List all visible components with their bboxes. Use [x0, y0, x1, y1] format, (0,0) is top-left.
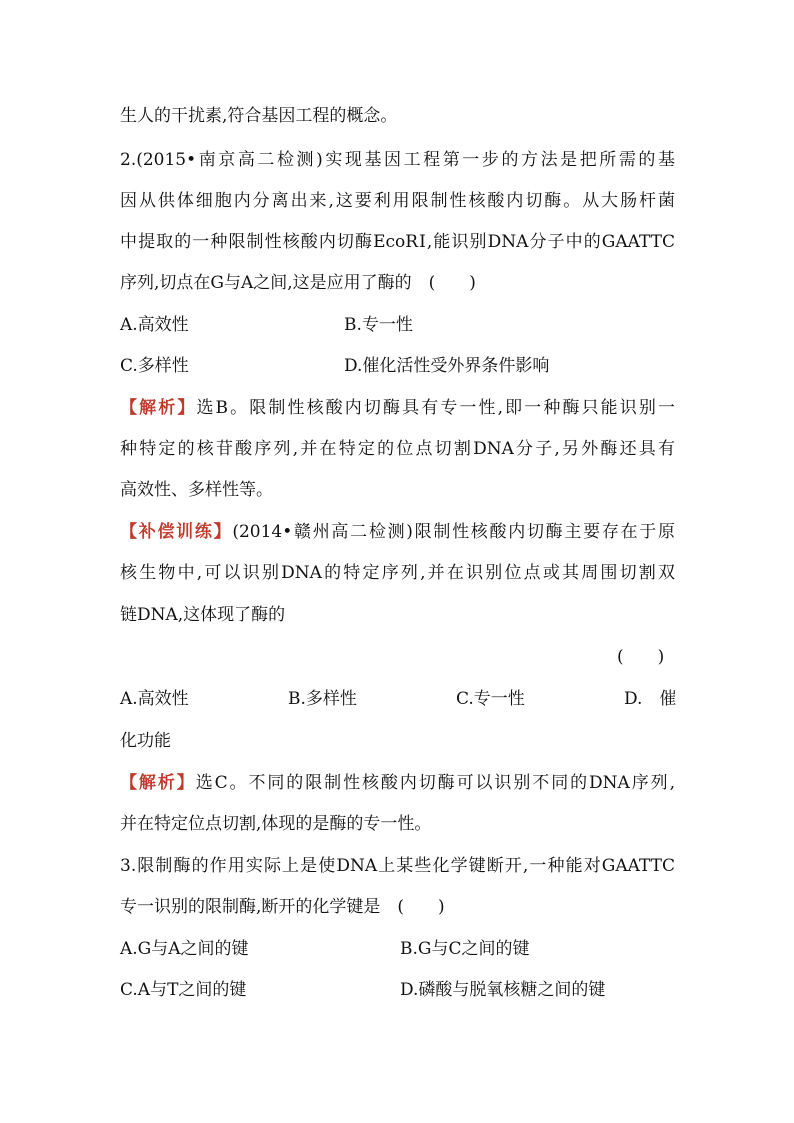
q2-option-a: A.高效性 — [120, 315, 189, 335]
supplement-line-2: 核生物中,可以识别DNA的特定序列,并在识别位点或其周围切割双 — [120, 563, 675, 583]
supplement-option-c: C.专一性 — [456, 689, 525, 709]
q3-option-a: A.G与A之间的键 — [120, 939, 249, 959]
analysis-tag: 【解析】 — [120, 398, 197, 418]
supplement-tag: 【补偿训练】 — [120, 522, 233, 542]
q2-analysis-line-2: 种特定的核苷酸序列,并在特定的位点切割DNA分子,另外酶还具有 — [120, 439, 675, 459]
q2-line-1: 2.(2015•南京高二检测)实现基因工程第一步的方法是把所需的基 — [120, 150, 675, 170]
q2-line-2: 因从供体细胞内分离出来,这要利用限制性核酸内切酶。从大肠杆菌 — [120, 191, 675, 211]
q3-line-2: 专一识别的限制酶,断开的化学键是 ( ) — [120, 897, 445, 917]
supplement-line-3: 链DNA,这体现了酶的 — [120, 605, 286, 625]
q2-option-c: C.多样性 — [120, 356, 189, 376]
analysis-tag: 【解析】 — [120, 773, 196, 793]
q3-option-b: B.G与C之间的键 — [400, 939, 530, 959]
supplement-option-b: B.多样性 — [288, 689, 357, 709]
q3-option-d: D.磷酸与脱氧核糖之间的键 — [400, 980, 606, 1000]
supplement-analysis-line-1 — [120, 771, 675, 795]
supplement-text-1: (2014•赣州高二检测)限制性核酸内切酶主要存在于原 — [232, 522, 675, 542]
supplement-option-d-cont: 化功能 — [120, 731, 171, 751]
q2-analysis-text-1: 选B。限制性核酸内切酶具有专一性,即一种酶只能识别一 — [196, 398, 675, 418]
q3-option-c: C.A与T之间的键 — [120, 980, 247, 1000]
q2-option-b: B.专一性 — [344, 315, 413, 335]
q2-option-d: D.催化活性受外界条件影响 — [344, 356, 550, 376]
intro-line: 生人的干扰素,符合基因工程的概念。 — [120, 106, 398, 126]
q2-line-3: 中提取的一种限制性核酸内切酶EcoRⅠ,能识别DNA分子中的GAATTC — [120, 232, 675, 252]
supplement-answer-paren: ( ) — [617, 647, 665, 667]
q2-line-4: 序列,切点在G与A之间,这是应用了酶的 ( ) — [120, 273, 476, 293]
supplement-option-d: D. 催 — [624, 689, 677, 709]
supplement-line-1 — [120, 520, 675, 544]
q2-analysis-line-3: 高效性、多样性等。 — [120, 480, 273, 500]
q2-analysis-line-1 — [120, 396, 675, 420]
supplement-option-a: A.高效性 — [120, 689, 189, 709]
q3-line-1: 3.限制酶的作用实际上是使DNA上某些化学键断开,一种能对GAATTC — [120, 856, 675, 876]
supplement-analysis-text-1: 选C。不同的限制性核酸内切酶可以识别不同的DNA序列, — [195, 773, 675, 793]
supplement-analysis-line-2: 并在特定位点切割,体现的是酶的专一性。 — [120, 814, 432, 834]
